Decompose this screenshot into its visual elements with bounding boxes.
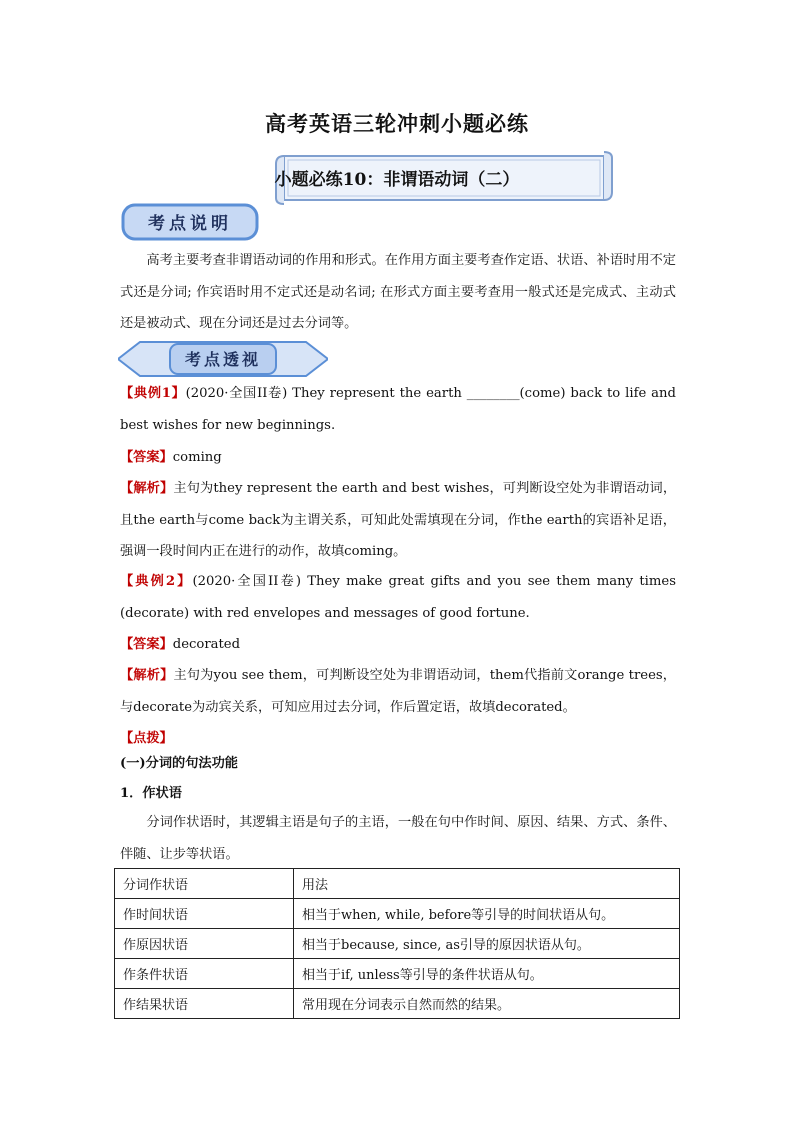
- example1-answer: [120, 442, 676, 474]
- analysis1-text: 主句为they represent the earth and best wishes，可判断设空处为非谓语动词，且the earth与come back为主谓关系，可知此处需填现在分词，作the earth的宾语补足语，强调一段时间内正在进行的动作，故填coming。: [120, 481, 677, 559]
- example2-answer: [120, 629, 676, 661]
- analysis1-label: 【解析】: [120, 481, 174, 496]
- table-cell: 作原因状语: [115, 929, 294, 959]
- table-cell: 作结果状语: [115, 989, 294, 1019]
- example2-text: (2020·全国II卷) They make great gifts and you see them many times (decorate) with red envelopes and messages of good fortune.: [120, 574, 676, 621]
- answer2-text: decorated: [172, 637, 241, 652]
- table-row: [115, 929, 680, 959]
- participle-adverbial-table: [114, 868, 680, 1019]
- section-paragraph: 分词作状语时，其逻辑主语是句子的主语，一般在句中作时间、原因、结果、方式、条件、伴随、让步等状语。: [120, 815, 676, 862]
- kaodian-toushi-badge: [118, 338, 328, 380]
- example2-question: [120, 566, 676, 629]
- example1-analysis: [120, 473, 676, 568]
- answer1-text: coming: [172, 450, 222, 465]
- analysis2-label: 【解析】: [120, 668, 174, 683]
- example2-analysis: [120, 660, 676, 723]
- tip-label: 【点拨】: [120, 731, 173, 746]
- table-header-cell: 用法: [294, 869, 680, 899]
- section-heading: (一)分词的句法功能: [120, 756, 238, 771]
- badge-text-1: 考点说明: [148, 214, 232, 234]
- example1-text: (2020·全国II卷) They represent the earth ________(come) back to life and best wishes for new beginnings.: [120, 386, 676, 433]
- table-cell: 相当于because, since, as引导的原因状语从句。: [294, 929, 680, 959]
- table-row: [115, 959, 680, 989]
- table-cell: 作条件状语: [115, 959, 294, 989]
- banner-title: 小题必练10：非谓语动词（二）: [274, 170, 520, 190]
- table-header-cell: 分词作状语: [115, 869, 294, 899]
- example1-question: [120, 378, 676, 441]
- table-row: [115, 989, 680, 1019]
- intro-paragraph: 高考主要考查非谓语动词的作用和形式。在作用方面主要考查作定语、状语、补语时用不定式还是分词; 作宾语时用不定式还是动名词; 在形式方面主要考查用一般式还是完成式、主动式还是被动式、现在分词还是过去分词等。: [120, 253, 676, 331]
- subsection-heading: 1．作状语: [120, 786, 182, 801]
- example2-label: 【典例2】: [120, 574, 193, 589]
- answer2-label: 【答案】: [120, 637, 173, 652]
- table-row: [115, 899, 680, 929]
- table-cell: 相当于when, while, before等引导的时间状语从句。: [294, 899, 680, 929]
- table-cell: 常用现在分词表示自然而然的结果。: [294, 989, 680, 1019]
- kaodian-shuoming-badge: [120, 202, 260, 242]
- badge-text-2: 考点透视: [184, 350, 262, 369]
- table-cell: 作时间状语: [115, 899, 294, 929]
- analysis2-text: 主句为you see them，可判断设空处为非谓语动词，them代指前文orange trees，与decorate为动宾关系，可知应用过去分词，作后置定语，故填decorated。: [120, 668, 676, 715]
- table-header-row: [115, 869, 680, 899]
- table-cell: 相当于if, unless等引导的条件状语从句。: [294, 959, 680, 989]
- page-title: 高考英语三轮冲刺小题必练: [265, 111, 529, 136]
- answer1-label: 【答案】: [120, 450, 173, 465]
- example1-label: 【典例1】: [120, 386, 186, 401]
